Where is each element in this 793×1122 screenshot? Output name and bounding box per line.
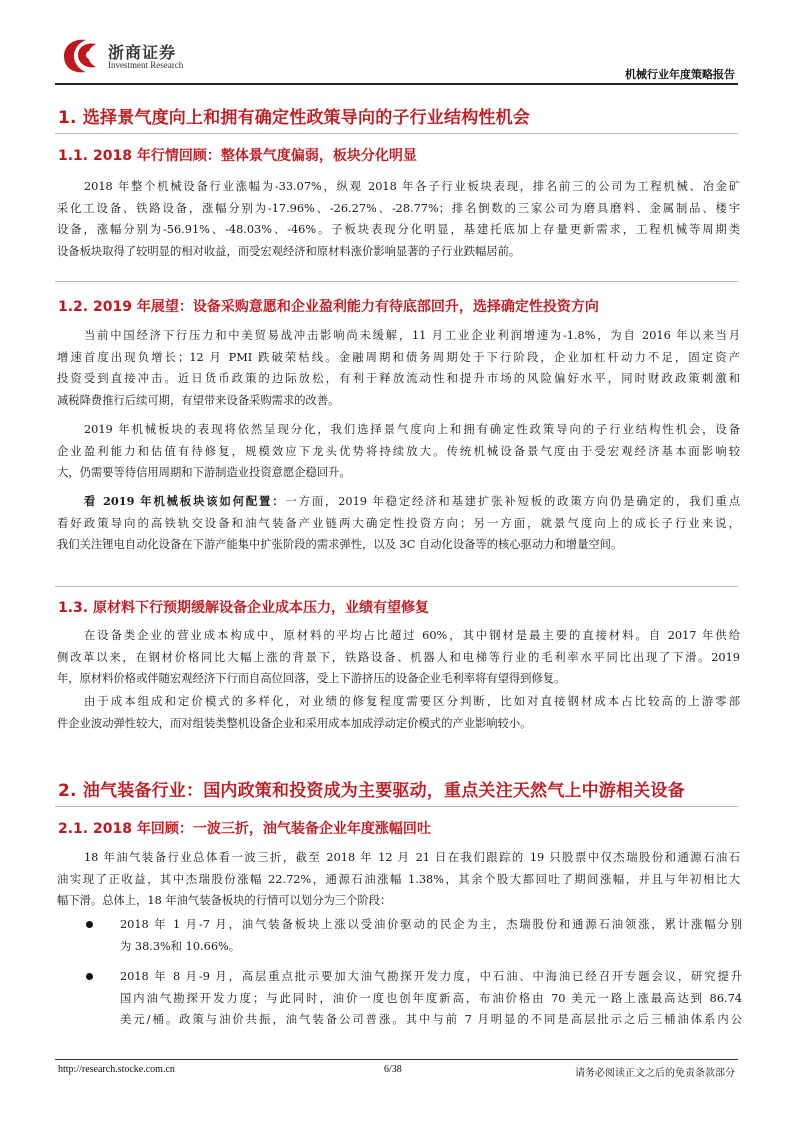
text-line <box>84 491 740 513</box>
section-1-3-rule <box>55 586 738 587</box>
section-1-1-paragraph <box>57 176 740 262</box>
footer-divider <box>55 1059 738 1060</box>
section-2-rule <box>55 806 738 807</box>
section-1-3-paragraph-1 <box>57 625 740 690</box>
page-number: 6/38 <box>384 1064 402 1075</box>
section-1-3-paragraph-2 <box>57 691 740 734</box>
text-line: 企业盈利能力和估值有待修复，规模效应下龙头优势将持续放大。传统机械设备景气度由于受宏观经济基本面影响较 <box>57 444 740 458</box>
section-1-2-paragraph-2 <box>57 419 740 484</box>
text-line: 国内油气勘探开发力度；与此同时，油价一度也创年度新高，布油价格由 70 美元一路上涨最高达到 86.74 <box>120 991 742 1005</box>
section-1-2-paragraph-1 <box>57 325 740 411</box>
bullet-dot-icon <box>86 921 93 928</box>
section-2-1-heading: 2.1. 2018 年回顾：一波三折，油气装备企业年度涨幅回吐 <box>58 821 431 837</box>
text-line: 2018 年 1 月-7 月，油气装备板块上涨以受油价驱动的民企为主，杰瑞股份和通源石油领涨，累计涨幅分别 <box>120 918 742 931</box>
bullet-text <box>120 966 742 1031</box>
report-title: 机械行业年度策略报告 <box>625 68 735 81</box>
logo-english-name: Investment Research <box>108 60 184 70</box>
text-line: 年，原材料价格或伴随宏观经济下行而自高位回落，受上下游挤压的设备企业毛利率将有望得到修复。 <box>57 672 566 685</box>
text-line: 侧改革以来，在钢材价格同比大幅上涨的背景下，铁路设备、机器人和电梯等行业的毛利率水平同比出现了下滑。2019 <box>57 650 740 664</box>
text-line: 油实现了正收益，其中杰瑞股份涨幅 22.72%，通源石油涨幅 1.38%，其余个股大都回吐了期间涨幅，并且与年初相比大 <box>57 872 740 886</box>
section-1-1-heading: 1.1. 2018 年行情回顾：整体景气度偏弱，板块分化明显 <box>58 148 417 164</box>
bullet-text <box>120 914 742 957</box>
bullet-dot-icon <box>86 973 93 980</box>
text-span: 一方面，2019 年稳定经济和基建扩张补短板的政策方向仍是确定的，我们重点 <box>285 495 740 508</box>
section-1-2-rule <box>55 281 738 282</box>
footer-website-link[interactable]: http://research.stocke.com.cn <box>58 1064 175 1075</box>
disclaimer-note: 请务必阅读正文之后的免责条款部分 <box>575 1068 735 1079</box>
company-logo <box>60 34 184 76</box>
text-line: 18 年油气装备行业总体看一波三折，截至 2018 年 12 月 21 日在我们跟踪的 19 只股票中仅杰瑞股份和通源石油石 <box>84 851 740 864</box>
text-line: 2019 年机械板块的表现将依然呈现分化，我们选择景气度向上和拥有确定性政策导向的子行业结构性机会，设备 <box>84 423 740 436</box>
text-line: 当前中国经济下行压力和中美贸易战冲击影响尚未缓解，11 月工业企业利润增速为-1.8%，为自 2016 年以来当月 <box>84 329 740 342</box>
text-line: 2018 年 8 月-9 月，高层重点批示要加大油气勘探开发力度，中石油、中海油已经召开专题会议，研究提升 <box>120 970 742 983</box>
text-line: 为 38.3%和 10.66%。 <box>120 939 241 953</box>
text-line: 投资受到直接冲击。近日货币政策的边际放松，有利于释放流动性和提升市场的风险偏好水平，同时财政政策刺激和 <box>57 372 740 385</box>
text-line: 设备，涨幅分别为-56.91%、-48.03%、-46%。子板块表现分化明显，基建托底加上存量更新需求，工程机械等周期类 <box>57 223 740 236</box>
text-line: 增速首度出现负增长；12 月 PMI 跌破荣枯线。金融周期和债务周期处于下行阶段，企业加杠杆动力不足，固定资产 <box>57 350 740 364</box>
text-line: 件企业波动弹性较大，而对组装类整机设备企业和采用成本加成浮动定价模式的产业影响较小。 <box>57 716 532 730</box>
section-2-1-paragraph <box>57 847 740 912</box>
logo-emblem-icon <box>60 36 102 74</box>
section-1-2-paragraph-3 <box>57 491 740 556</box>
section-1-2-heading: 1.2. 2019 年展望：设备采购意愿和企业盈利能力有待底部回升，选择确定性投资方向 <box>58 299 599 315</box>
text-line: 美元/桶。政策与油价共振，油气装备公司普涨。其中与前 7 月明显的不同是高层批示之后三桶油体系内公 <box>120 1013 742 1026</box>
text-line: 大，仍需要等待信用周期和下游制造业投资意愿企稳回升。 <box>57 466 351 479</box>
header-divider <box>55 83 738 85</box>
text-line: 2018 年整个机械设备行业涨幅为-33.07%，纵观 2018 年各子行业板块表现，排名前三的公司为工程机械、冶金矿 <box>84 180 740 193</box>
section-2-heading: 2. 油气装备行业：国内政策和投资成为主要驱动，重点关注天然气上中游相关设备 <box>58 781 685 801</box>
text-line: 减税降费推行后续可期，有望带来设备采购需求的改善。 <box>57 393 340 407</box>
text-line: 在设备类企业的营业成本构成中，原材料的平均占比超过 60%，其中钢材是最主要的直接材料。自 2017 年供给 <box>84 629 740 642</box>
text-line: 设备板块取得了较明显的相对收益，而受宏观经济和原材料涨价影响显著的子行业跌幅居前。 <box>57 244 521 258</box>
section-1-3-heading: 1.3. 原材料下行预期缓解设备企业成本压力，业绩有望修复 <box>58 600 429 616</box>
paragraph-lead-bold: 看 2019 年机械板块该如何配置： <box>84 494 286 508</box>
text-line: 我们关注锂电自动化设备在下游产能集中扩张阶段的需求弹性，以及 3C 自动化设备等的核心驱动力和增量空间。 <box>57 538 623 551</box>
section-1-rule <box>55 133 738 134</box>
text-line: 采化工设备、铁路设备，涨幅分别为-17.96%、-26.27%、-28.77%；排名倒数的三家公司为磨具磨料、金属制品、楼宇 <box>57 201 740 215</box>
text-line: 由于成本组成和定价模式的多样化，对业绩的修复程度需要区分判断，比如对直接钢材成本占比较高的上游零部 <box>84 695 740 708</box>
logo-chinese-name: 浙商证券 <box>108 43 177 62</box>
section-1-heading: 1. 选择景气度向上和拥有确定性政策导向的子行业结构性机会 <box>58 108 531 128</box>
text-line: 看好政策导向的高铁轨交设备和油气装备产业链两大确定性投资方向；另一方面，就景气度向上的成长子行业来说， <box>57 516 740 530</box>
text-line: 幅下滑。总体上，18 年油气装备板块的行情可以划分为三个阶段： <box>57 894 392 907</box>
